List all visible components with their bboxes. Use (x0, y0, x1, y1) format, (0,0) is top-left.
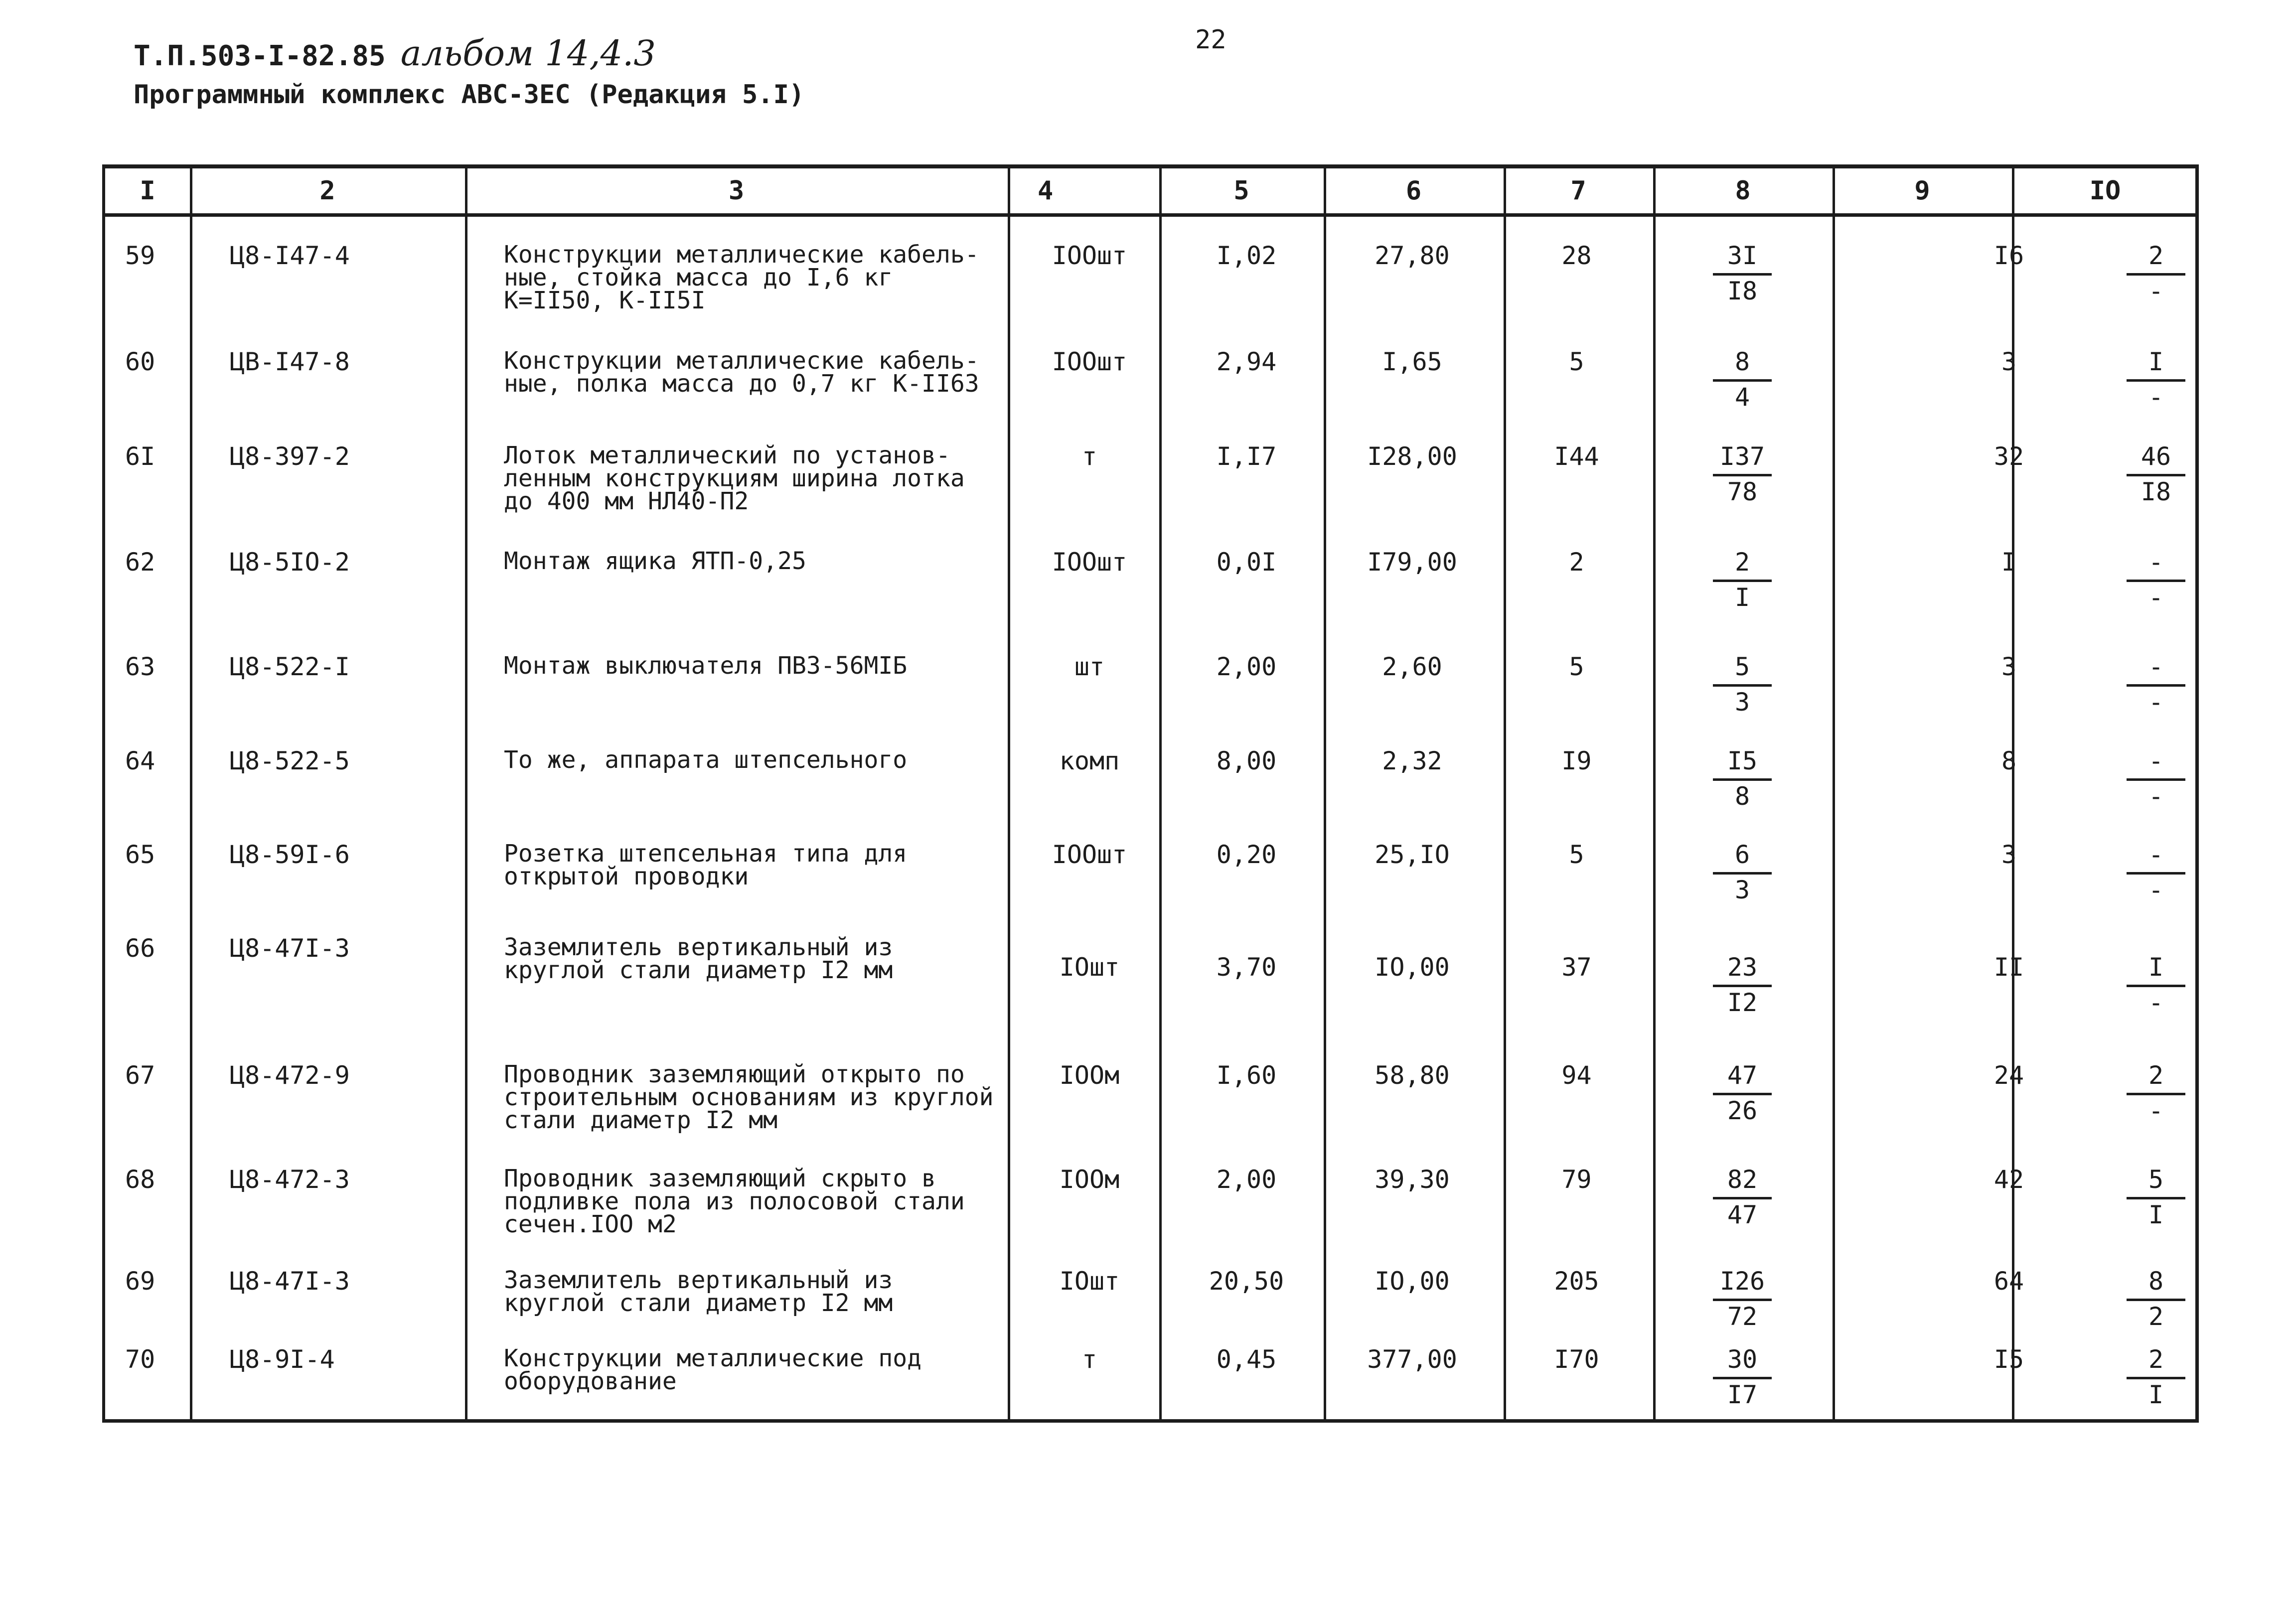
column-divider (1653, 168, 1656, 1419)
total-cost: I44 (1554, 442, 1599, 471)
col8-numerator: 3I (1727, 241, 1758, 270)
fraction-bar (2127, 872, 2185, 875)
col8-denominator: 47 (1727, 1200, 1758, 1229)
col10-numerator: I (2148, 347, 2164, 376)
unit-price: 58,80 (1375, 1061, 1450, 1090)
total-cost: 28 (1561, 241, 1592, 270)
unit-price: I28,00 (1367, 442, 1457, 471)
fraction-bar (1713, 684, 1772, 687)
total-cost: 37 (1561, 953, 1592, 982)
unit: IOOшт (1052, 241, 1127, 270)
row-number: 70 (125, 1345, 155, 1374)
col10-fraction (2119, 1063, 2193, 1123)
col8-numerator: 5 (1734, 652, 1750, 681)
unit: т (1081, 442, 1097, 471)
fraction-bar (2127, 1197, 2185, 1199)
column-header-5: 5 (1233, 176, 1249, 206)
col8-denominator: I (1734, 583, 1750, 612)
row-number: 63 (125, 652, 155, 681)
unit-price: 2,32 (1382, 746, 1442, 775)
col10-denominator: - (2148, 988, 2164, 1017)
fraction-bar (1713, 379, 1772, 382)
col8-denominator: 3 (1734, 688, 1750, 717)
row-number: 59 (125, 241, 155, 270)
rate-code: Ц8-I47-4 (230, 241, 350, 270)
col8-numerator: 47 (1727, 1061, 1758, 1090)
quantity: I,02 (1216, 241, 1277, 270)
total-cost: 205 (1554, 1267, 1599, 1296)
col10-denominator: - (2148, 277, 2164, 305)
col10-numerator: 2 (2148, 241, 2164, 270)
quantity: 2,00 (1216, 652, 1277, 681)
unit-price: I79,00 (1367, 548, 1457, 577)
doc-reference: Т.П.503-I-82.85 (134, 40, 386, 72)
unit-price: 27,80 (1375, 241, 1450, 270)
unit-price: 2,60 (1382, 652, 1442, 681)
column-header-3: 3 (728, 176, 745, 206)
rate-code: Ц8-47I-3 (230, 1267, 350, 1296)
col10-numerator: I (2148, 953, 2164, 982)
col8-fraction (1705, 243, 1780, 303)
quantity: 3,70 (1216, 953, 1277, 982)
col8-fraction (1705, 550, 1780, 610)
col8-numerator: 8 (1734, 347, 1750, 376)
fraction-bar (1713, 580, 1772, 582)
col9-value: I6 (1993, 241, 2024, 270)
column-header-9: 9 (1914, 176, 1930, 206)
col8-numerator: I37 (1719, 442, 1765, 471)
unit: комп (1059, 746, 1120, 775)
col10-fraction (2119, 842, 2193, 902)
work-description: Проводник заземляющий открыто по строительным основаниям из круглой стали диаметр I2 мм (504, 1060, 994, 1134)
col8-numerator: 23 (1727, 953, 1758, 982)
page-number: 22 (1195, 25, 1226, 55)
quantity: 0,20 (1216, 840, 1277, 869)
col10-denominator: - (2148, 1096, 2164, 1125)
unit: IOшт (1059, 1267, 1120, 1296)
col10-numerator: 8 (2148, 1267, 2164, 1296)
col8-fraction (1705, 842, 1780, 902)
fraction-bar (2127, 684, 2185, 687)
total-cost: 5 (1569, 840, 1584, 869)
fraction-bar (1713, 985, 1772, 987)
col9-value: I (2001, 548, 2017, 577)
fraction-bar (2127, 1093, 2185, 1095)
fraction-bar (2127, 273, 2185, 276)
col8-denominator: 72 (1727, 1302, 1758, 1331)
quantity: 20,50 (1209, 1267, 1284, 1296)
estimate-table (102, 164, 2199, 1423)
col10-denominator: - (2148, 383, 2164, 412)
fraction-bar (1713, 273, 1772, 276)
col8-denominator: I7 (1727, 1380, 1758, 1409)
col8-fraction (1705, 349, 1780, 410)
work-description: Конструкции металлические кабель- ные, стойка масса до I,6 кг К=II50, К-II5I (504, 241, 979, 314)
col9-value: 24 (1993, 1061, 2024, 1090)
total-cost: 5 (1569, 347, 1584, 376)
work-description: Розетка штепсельная типа для открытой проводки (504, 840, 908, 890)
col10-fraction (2119, 748, 2193, 809)
program-title: Программный комплекс АВС-ЗЕС (Редакция 5.I) (134, 80, 805, 110)
col9-value: 42 (1993, 1165, 2024, 1194)
unit-price: 377,00 (1367, 1345, 1457, 1374)
col8-numerator: I26 (1719, 1267, 1765, 1296)
col9-value: 3 (2001, 652, 2017, 681)
row-number: 60 (125, 347, 155, 376)
total-cost: I9 (1561, 746, 1592, 775)
unit-price: 25,IO (1375, 840, 1450, 869)
col10-numerator: 46 (2141, 442, 2171, 471)
total-cost: 94 (1561, 1061, 1592, 1090)
col8-denominator: 26 (1727, 1096, 1758, 1125)
col8-denominator: 4 (1734, 383, 1750, 412)
col8-numerator: 6 (1734, 840, 1750, 869)
col8-denominator: 78 (1727, 477, 1758, 506)
quantity: 0,45 (1216, 1345, 1277, 1374)
col10-denominator: - (2148, 688, 2164, 717)
col9-value: 3 (2001, 347, 2017, 376)
col8-fraction (1705, 444, 1780, 504)
quantity: 2,94 (1216, 347, 1277, 376)
unit-price: IO,00 (1375, 1267, 1450, 1296)
quantity: 2,00 (1216, 1165, 1277, 1194)
col8-fraction (1705, 1063, 1780, 1123)
column-header-8: 8 (1735, 176, 1751, 206)
col10-fraction (2119, 349, 2193, 410)
column-header-6: 6 (1405, 176, 1422, 206)
col10-denominator: - (2148, 782, 2164, 811)
rate-code: Ц8-59I-6 (230, 840, 350, 869)
rate-code: Ц8-47I-3 (230, 934, 350, 963)
col8-numerator: 2 (1734, 548, 1750, 577)
quantity: I,60 (1216, 1061, 1277, 1090)
work-description: Конструкции металлические под оборудование (504, 1344, 922, 1395)
col10-denominator: - (2148, 583, 2164, 612)
rate-code: Ц8-522-5 (230, 746, 350, 775)
work-description: Лоток металлический по установ- ленным конструкциям ширина лотка до 400 мм НЛ40-П2 (504, 441, 965, 515)
work-description: Заземлитель вертикальный из круглой стали диаметр I2 мм (504, 1266, 893, 1317)
unit: шт (1074, 652, 1105, 681)
fraction-bar (2127, 379, 2185, 382)
album-handwritten-note: альбом 14,4.3 (400, 33, 656, 74)
col8-fraction (1705, 1347, 1780, 1407)
unit: т (1081, 1345, 1097, 1374)
col10-fraction (2119, 243, 2193, 303)
fraction-bar (1713, 1377, 1772, 1379)
unit: IOOшт (1052, 548, 1127, 577)
fraction-bar (1713, 778, 1772, 781)
col9-value: 8 (2001, 746, 2017, 775)
fraction-bar (2127, 778, 2185, 781)
col9-value: 3 (2001, 840, 2017, 869)
work-description: То же, аппарата штепсельного (504, 746, 908, 774)
unit: IOOм (1059, 1165, 1120, 1194)
unit: IOшт (1059, 953, 1120, 982)
col10-denominator: I (2148, 1380, 2164, 1409)
column-header-1: I (140, 176, 155, 206)
quantity: I,I7 (1216, 442, 1277, 471)
col10-fraction (2119, 1347, 2193, 1407)
col10-denominator: 2 (2148, 1302, 2164, 1331)
row-number: 65 (125, 840, 155, 869)
work-description: Конструкции металлические кабель- ные, полка масса до 0,7 кг К-II63 (504, 347, 979, 398)
col8-denominator: I8 (1727, 277, 1758, 305)
column-header-7: 7 (1570, 176, 1586, 206)
unit: IOOм (1059, 1061, 1120, 1090)
col9-value: 32 (1993, 442, 2024, 471)
column-divider (465, 168, 467, 1419)
rate-code: Ц8-472-3 (230, 1165, 350, 1194)
col10-numerator: 2 (2148, 1345, 2164, 1374)
col10-numerator: 5 (2148, 1165, 2164, 1194)
col10-denominator: I8 (2141, 477, 2171, 506)
col10-numerator: - (2148, 746, 2164, 775)
unit: IOOшт (1052, 840, 1127, 869)
col8-numerator: 82 (1727, 1165, 1758, 1194)
fraction-bar (1713, 1197, 1772, 1199)
work-description: Проводник заземляющий скрыто в подливке пола из полосовой стали сечен.IOO м2 (504, 1165, 965, 1238)
work-description: Монтаж ящика ЯТП-0,25 (504, 547, 806, 575)
col8-fraction (1705, 1269, 1780, 1329)
col10-fraction (2119, 550, 2193, 610)
row-number: 67 (125, 1061, 155, 1090)
work-description: Заземлитель вертикальный из круглой стали диаметр I2 мм (504, 933, 893, 984)
rate-code: Ц8-522-I (230, 652, 350, 681)
col8-fraction (1705, 748, 1780, 809)
column-header-2: 2 (319, 176, 335, 206)
col8-fraction (1705, 654, 1780, 715)
fraction-bar (1713, 1093, 1772, 1095)
col10-numerator: - (2148, 840, 2164, 869)
col10-fraction (2119, 1269, 2193, 1329)
total-cost: 79 (1561, 1165, 1592, 1194)
unit-price: 39,30 (1375, 1165, 1450, 1194)
header-line-1 (134, 33, 804, 74)
column-header-10: IO (2089, 176, 2121, 206)
col10-denominator: - (2148, 876, 2164, 904)
fraction-bar (1713, 1299, 1772, 1301)
rate-code: Ц8-9I-4 (230, 1345, 335, 1374)
col8-numerator: I5 (1727, 746, 1758, 775)
fraction-bar (2127, 1299, 2185, 1301)
unit-price: IO,00 (1375, 953, 1450, 982)
row-number: 68 (125, 1165, 155, 1194)
col10-numerator: - (2148, 652, 2164, 681)
fraction-bar (2127, 474, 2185, 476)
row-number: 64 (125, 746, 155, 775)
unit-price: I,65 (1382, 347, 1442, 376)
fraction-bar (1713, 872, 1772, 875)
row-number: 6I (125, 442, 155, 471)
total-cost: I70 (1554, 1345, 1599, 1374)
rate-code: ЦВ-I47-8 (230, 347, 350, 376)
col9-value: I5 (1993, 1345, 2024, 1374)
total-cost: 5 (1569, 652, 1584, 681)
col8-denominator: 8 (1734, 782, 1750, 811)
column-header-4: 4 (1038, 176, 1054, 206)
col10-numerator: - (2148, 548, 2164, 577)
quantity: 8,00 (1216, 746, 1277, 775)
document-header (134, 33, 805, 113)
col8-fraction (1705, 1167, 1780, 1227)
total-cost: 2 (1569, 548, 1584, 577)
fraction-bar (2127, 1377, 2185, 1379)
quantity: 0,0I (1216, 548, 1277, 577)
col10-fraction (2119, 955, 2193, 1015)
col8-numerator: 30 (1727, 1345, 1758, 1374)
rate-code: Ц8-472-9 (230, 1061, 350, 1090)
rate-code: Ц8-397-2 (230, 442, 350, 471)
row-number: 66 (125, 934, 155, 963)
work-description: Монтаж выключателя ПВЗ-56МIБ (504, 652, 908, 680)
fraction-bar (2127, 985, 2185, 987)
col10-fraction (2119, 1167, 2193, 1227)
col8-denominator: 3 (1734, 876, 1750, 904)
column-divider (1833, 168, 1835, 1419)
col10-denominator: I (2148, 1200, 2164, 1229)
col10-fraction (2119, 444, 2193, 504)
row-number: 69 (125, 1267, 155, 1296)
col8-denominator: I2 (1727, 988, 1758, 1017)
col8-fraction (1705, 955, 1780, 1015)
row-number: 62 (125, 548, 155, 577)
header-rule (105, 213, 2195, 217)
unit: IOOшт (1052, 347, 1127, 376)
fraction-bar (1713, 474, 1772, 476)
col9-value: II (1993, 953, 2024, 982)
col10-numerator: 2 (2148, 1061, 2164, 1090)
col9-value: 64 (1993, 1267, 2024, 1296)
fraction-bar (2127, 580, 2185, 582)
col10-fraction (2119, 654, 2193, 715)
rate-code: Ц8-5IO-2 (230, 548, 350, 577)
